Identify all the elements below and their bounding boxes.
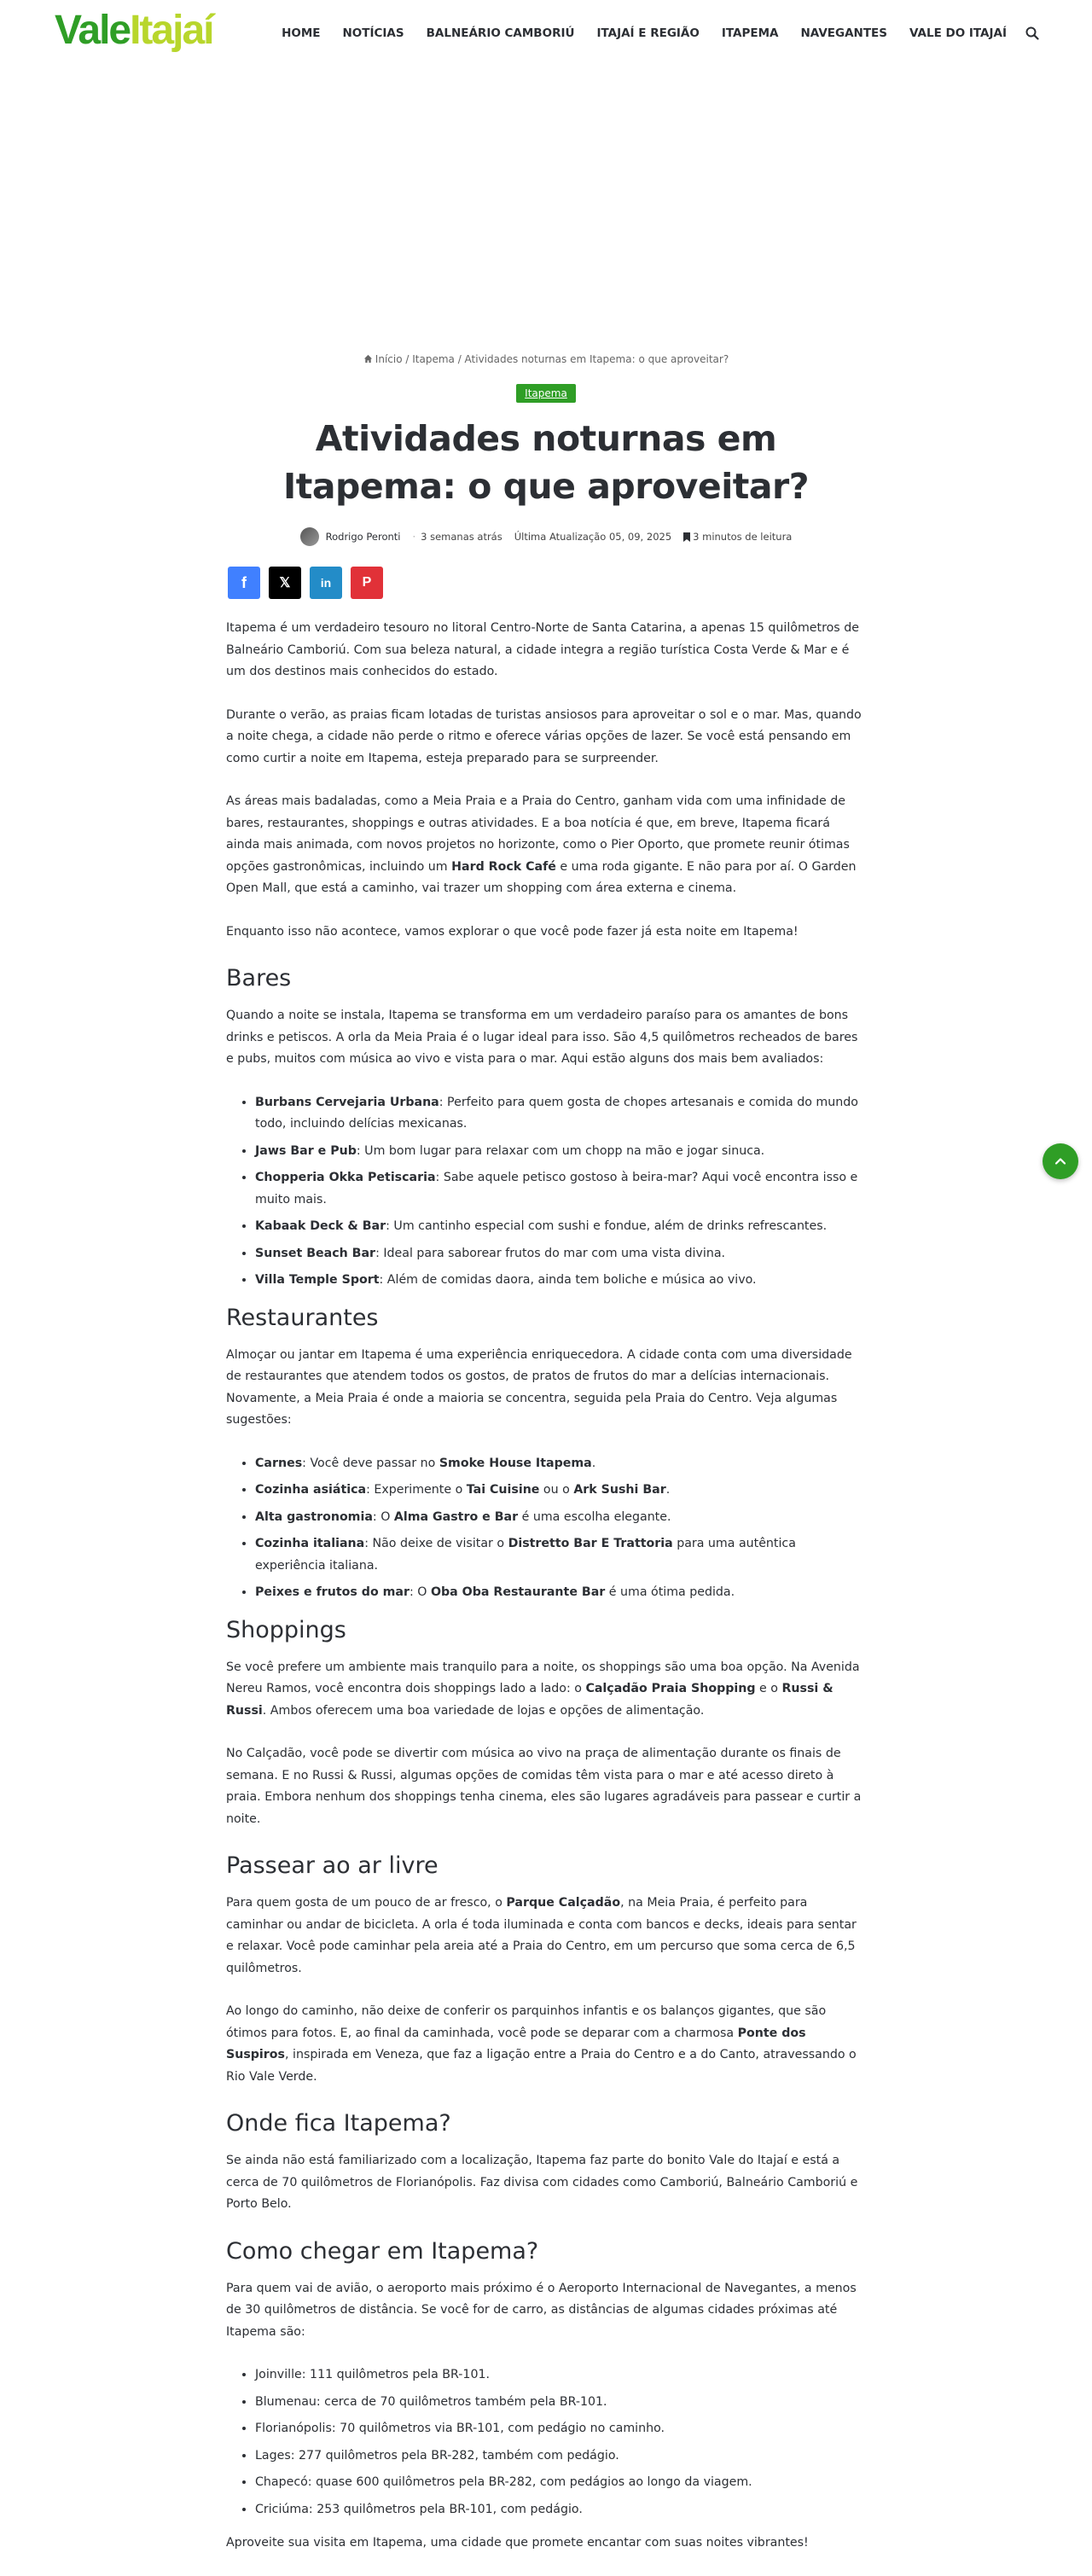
site-header — [0, 0, 1092, 67]
bold-text: Russi & Russi — [226, 1682, 834, 1718]
list-item — [255, 1533, 866, 1577]
text: Se você prefere um ambiente mais tranquilo para a noite, os shoppings são uma boa opção. Na Avenida Nereu Ramos, você encontra dois shoppings lado a lado: o — [226, 1660, 860, 1695]
bookmark-icon — [683, 532, 690, 542]
list-item: • Lages: 277 quilômetros pela BR-282, também com pedágio. — [255, 2445, 866, 2468]
text: : O — [409, 1585, 431, 1599]
text: : Perfeito para quem gosta de chopes artesanais e comida do mundo todo, incluindo delícias mexicanas. — [255, 1095, 858, 1131]
author-link[interactable]: Rodrigo Peronti — [325, 531, 401, 543]
nav-item-itapema[interactable]: ITAPEMA — [721, 26, 779, 40]
article-meta — [226, 527, 866, 546]
bold-text: Ponte dos Suspiros — [226, 2026, 806, 2061]
list-item — [255, 1167, 866, 1211]
bold-text: Carnes — [255, 1456, 303, 1470]
paragraph: Itapema é um verdadeiro tesouro no litoral Centro-Norte de Santa Catarina, a apenas 15 quilômetros de Balneário Camboriú. Com sua beleza natural, a cidade integra a região turística Costa Verde & Mar e é um dos destinos mais conhecidos do estado. — [226, 621, 859, 678]
text: Ao longo do caminho, não deixe de conferir os parquinhos infantis e os balanços gigantes, que são ótimos para fotos. E, ao final da caminhada, você pode se deparar com a charmosa — [226, 2004, 827, 2040]
text: . — [591, 1456, 596, 1470]
search-icon[interactable] — [1025, 26, 1039, 40]
share-facebook-button[interactable] — [228, 567, 260, 599]
bold-text: Distretto Bar E Trattoria — [508, 1537, 673, 1550]
list-item — [255, 1480, 866, 1502]
category-badge[interactable]: Itapema — [516, 384, 576, 403]
paragraph: No Calçadão, você pode se divertir com música ao vivo na praça de alimentação durante os finais de semana. E no Russi & Russi, algumas opções de comidas têm vista para o mar e até acesso direto à praia. Embora nenhum dos shoppings tenha cinema, eles são lugares agradáveis para passear e curtir a noite. — [226, 1747, 862, 1826]
bold-text: Peixes e frutos do mar — [255, 1585, 410, 1599]
x-icon: 𝕏 — [279, 576, 291, 590]
list-item — [255, 1243, 866, 1265]
list-item: • Florianópolis: 70 quilômetros via BR-101, com pedágio no caminho. — [255, 2418, 866, 2440]
share-buttons — [228, 567, 866, 599]
list-item — [255, 1453, 866, 1475]
meta-time-ago: 3 semanas atrás — [421, 531, 502, 543]
text: para uma autêntica experiência italiana. — [255, 1537, 796, 1573]
nav-item-balneario-camboriu[interactable]: BALNEÁRIO CAMBORIÚ — [426, 26, 575, 40]
bold-text: Ark Sushi Bar — [573, 1483, 666, 1497]
article-title: Atividades noturnas em Itapema: o que aproveitar? — [282, 418, 810, 507]
logo-text-vale: Vale — [55, 8, 131, 53]
section-heading-como-chegar: Como chegar em Itapema? — [226, 2237, 539, 2265]
text: . Ambos oferecem uma boa variedade de lojas e opções de alimentação. — [262, 1703, 705, 1718]
paragraph: Se ainda não está familiarizado com a localização, Itapema faz parte do bonito Vale do Itajaí e está a cerca de 70 quilômetros de Florianópolis. Faz divisa com cidades como Camboriú, Balneário Camboriú e Porto Belo. — [226, 2154, 858, 2211]
bold-text: Alta gastronomia — [255, 1509, 373, 1524]
bold-text: Chopperia Okka Petiscaria — [255, 1171, 436, 1184]
text: : Você deve passar no — [302, 1456, 439, 1470]
nav-item-vale-do-itajai[interactable]: VALE DO ITAJAÍ — [909, 26, 1007, 40]
text: é uma escolha elegante. — [518, 1509, 671, 1524]
bold-text: Sunset Beach Bar — [255, 1246, 376, 1260]
bares-list — [255, 1092, 866, 1292]
distancias-list — [255, 2364, 866, 2521]
bold-text: Cozinha asiática — [255, 1483, 367, 1497]
list-item: • Chapecó: quase 600 quilômetros pela BR-282, com pedágios ao longo da viagem. — [255, 2472, 866, 2494]
bold-text: Burbans Cervejaria Urbana — [255, 1095, 439, 1109]
chevron-up-icon — [1054, 1155, 1066, 1167]
text: : Um cantinho especial com sushi e fondue, além de drinks refrescantes. — [386, 1219, 828, 1233]
paragraph: Durante o verão, as praias ficam lotadas de turistas ansiosos para aproveitar o sol e o mar. Mas, quando a noite chega, a cidade não perde o ritmo e oferece várias opções de lazer. Se você está pensando em como curtir a noite em Itapema, esteja preparado para se surpreender. — [226, 707, 862, 765]
bold-text: Tai Cuisine — [466, 1483, 540, 1497]
article-content — [226, 618, 866, 2555]
list-item — [255, 1092, 866, 1136]
list-item: • Criciúma: 253 quilômetros pela BR-101, com pedágio. — [255, 2499, 866, 2521]
list-item — [255, 1270, 866, 1292]
bold-text: Villa Temple Sport — [255, 1273, 380, 1287]
list-item: • Joinville: 111 quilômetros pela BR-101. — [255, 2364, 866, 2387]
share-linkedin-button[interactable] — [310, 567, 342, 599]
text: As áreas mais badaladas, como a Meia Praia e a Praia do Centro, ganham vida com uma infinidade de bares, restaurantes, shoppings e outras atividades. E a boa notícia é que, em breve, Itapema ficará ainda mais animada, com novos projetos no horizonte, como o Pier Oporto, que promete reunir ótimas opções gastronômicas, incluindo um — [226, 794, 850, 874]
share-pinterest-button[interactable] — [351, 567, 383, 599]
bold-text: Alma Gastro e Bar — [393, 1509, 519, 1524]
section-heading-restaurantes: Restaurantes — [226, 1304, 379, 1331]
text: . — [665, 1483, 671, 1497]
text: , inspirada em Veneza, que faz a ligação entre a Praia do Centro e a do Canto, atravessando o Rio Vale Verde. — [226, 2048, 857, 2084]
breadcrumb-separator: / — [402, 353, 413, 365]
breadcrumb-separator: / — [454, 353, 465, 365]
meta-separator: · — [412, 531, 416, 543]
breadcrumb — [226, 353, 866, 365]
text: é uma ótima pedida. — [605, 1585, 735, 1599]
nav-item-noticias[interactable]: NOTÍCIAS — [342, 26, 404, 40]
text: ou o — [539, 1483, 574, 1497]
section-heading-passear: Passear ao ar livre — [226, 1852, 439, 1879]
text: : Ideal para saborear frutos do mar com uma vista divina. — [375, 1246, 726, 1260]
text: , na Meia Praia, é perfeito para caminhar ou andar de bicicleta. A orla é toda iluminada e conta com bancos e decks, ideais para sentar e relaxar. Você pode caminhar pela areia até a Praia do Centro, em um percurso que soma cerca de 6,5 quilômetros. — [226, 1896, 857, 1975]
paragraph — [226, 1657, 866, 1723]
text: : Sabe aquele petisco gostoso à beira-mar? Aqui você encontra isso e muito mais. — [255, 1171, 858, 1207]
paragraph — [226, 2001, 866, 2088]
logo-text-itajai: Itajaí — [130, 8, 213, 53]
breadcrumb-current: Atividades noturnas em Itapema: o que aproveitar? — [464, 353, 729, 365]
share-x-button[interactable] — [269, 567, 301, 599]
breadcrumb-category-link[interactable]: Itapema — [412, 353, 455, 365]
paragraph — [226, 1893, 866, 1980]
paragraph — [226, 791, 866, 900]
text: : Além de comidas daora, ainda tem boliche e música ao vivo. — [379, 1273, 757, 1287]
bold-text: Kabaak Deck & Bar — [255, 1219, 386, 1233]
meta-read-time: 3 minutos de leitura — [693, 531, 793, 543]
section-heading-onde-fica: Onde fica Itapema? — [226, 2110, 451, 2137]
breadcrumb-home-link[interactable]: Início — [375, 353, 403, 365]
list-item — [255, 1507, 866, 1529]
text: : Não deixe de visitar o — [364, 1537, 508, 1550]
text: : Experimente o — [366, 1483, 467, 1497]
bold-text: Smoke House Itapema — [439, 1456, 592, 1470]
facebook-icon: f — [241, 573, 247, 591]
list-item — [255, 1216, 866, 1238]
text: : O — [372, 1509, 394, 1524]
bold-text: Hard Rock Café — [451, 859, 556, 874]
text: e uma roda gigante. E não para por aí. O Garden Open Mall, que está a caminho, vai trazer um shopping com área externa e cinema. — [226, 859, 857, 895]
site-logo[interactable] — [55, 5, 212, 56]
linkedin-icon: in — [320, 576, 332, 590]
list-item — [255, 1141, 866, 1163]
meta-updated: Última Atualização 05, 09, 2025 — [514, 531, 672, 543]
paragraph: Para quem vai de avião, o aeroporto mais próximo é o Aeroporto Internacional de Navegantes, a menos de 30 quilômetros de distância. Se você for de carro, as distâncias de algumas cidades próximas até Itapema são: — [226, 2281, 857, 2339]
nav-item-home[interactable]: HOME — [282, 26, 321, 40]
scroll-to-top-button[interactable] — [1043, 1143, 1078, 1179]
bold-text: Calçadão Praia Shopping — [585, 1682, 756, 1695]
paragraph: Enquanto isso não acontece, vamos explorar o que você pode fazer já esta noite em Itapema! — [226, 924, 799, 939]
text: Para quem gosta de um pouco de ar fresco, o — [226, 1896, 507, 1910]
bold-text: Oba Oba Restaurante Bar — [430, 1585, 606, 1599]
paragraph: Aproveite sua visita em Itapema, uma cidade que promete encantar com suas noites vibrantes! — [226, 2536, 809, 2550]
bold-text: Jaws Bar e Pub — [255, 1143, 357, 1158]
paragraph: Almoçar ou jantar em Itapema é uma experiência enriquecedora. A cidade conta com uma diversidade de restaurantes que atendem todos os gostos, de pratos de frutos do mar a delícias internacionais. Novamente, a Meia Praia é onde a maioria se concentra, seguida pela Praia do Centro. Veja algumas sugestões: — [226, 1347, 852, 1427]
text: : Um bom lugar para relaxar com um chopp na mão e jogar sinuca. — [356, 1143, 765, 1158]
ad-space — [0, 67, 1092, 348]
home-icon — [363, 354, 373, 363]
main-nav — [259, 0, 1092, 67]
pinterest-icon: P — [362, 575, 372, 590]
list-item — [255, 1582, 866, 1604]
section-heading-shoppings: Shoppings — [226, 1616, 346, 1643]
nav-item-itajai-e-regiao[interactable]: ITAJAÍ E REGIÃO — [596, 26, 700, 40]
text: e o — [755, 1682, 782, 1695]
section-heading-bares: Bares — [226, 965, 292, 991]
author-avatar[interactable] — [300, 527, 319, 546]
article — [226, 350, 866, 2576]
restaurantes-list — [255, 1453, 866, 1604]
bold-text: Cozinha italiana — [255, 1537, 365, 1550]
nav-item-navegantes[interactable]: NAVEGANTES — [800, 26, 887, 40]
paragraph: Quando a noite se instala, Itapema se transforma em um verdadeiro paraíso para os amantes de bons drinks e petiscos. A orla da Meia Praia é o lugar ideal para isso. São 4,5 quilômetros recheados de bares e pubs, muitos com música ao vivo e vista para o mar. Aqui estão alguns dos mais bem avaliados: — [226, 1009, 858, 1066]
bold-text: Parque Calçadão — [506, 1896, 621, 1910]
list-item: • Blumenau: cerca de 70 quilômetros também pela BR-101. — [255, 2392, 866, 2414]
